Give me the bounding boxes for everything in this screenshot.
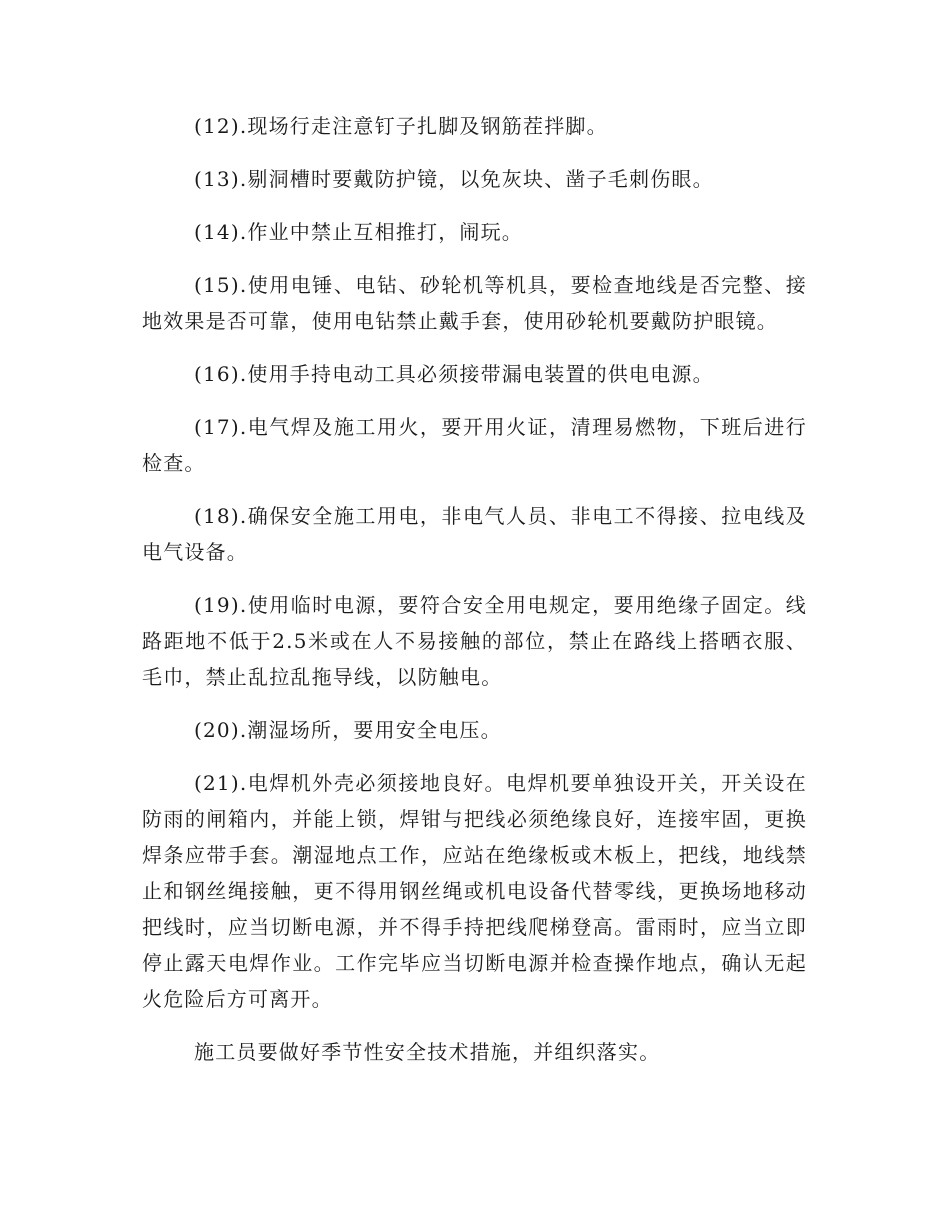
paragraph-16: (16).使用手持电动工具必须接带漏电装置的供电电源。: [194, 362, 714, 386]
paragraph-21: (21).电焊机外壳必须接地良好。电焊机要单独设开关，开关设在防雨的闸箱内，并能上锁，焊钳与把线必须绝缘良好，连接牢固，更换焊条应带手套。潮湿地点工作，应站在绝缘板或木板上，把线，地线禁止和钢丝绳接触，更不得用钢丝绳或机电设备代替零线，更换场地移动把线时，应当切断电源，并不得手持把线爬梯登高。雷雨时，应当立即停止露天电焊作业。工作完毕应当切断电源并检查操作地点，确认无起火危险后方可离开。: [142, 771, 807, 1011]
paragraph-12: (12).现场行走注意钉子扎脚及钢筋茬拌脚。: [194, 114, 608, 138]
paragraph-19: (19).使用临时电源，要符合安全用电规定，要用绝缘子固定。线路距地不低于2.5米或在人不易接触的部位，禁止在路线上搭晒衣服、毛巾，禁止乱拉乱拖导线，以防触电。: [142, 593, 807, 689]
document-body: [142, 108, 807, 1087]
paragraph-17: (17).电气焊及施工用火，要开用火证，清理易燃物，下班后进行检查。: [142, 415, 807, 475]
paragraph-20: (20).潮湿场所，要用安全电压。: [194, 718, 502, 742]
paragraph-14: (14).作业中禁止互相推打，闹玩。: [194, 220, 524, 244]
paragraph-13: (13).剔洞槽时要戴防护镜，以免灰块、凿子毛刺伤眼。: [194, 167, 714, 191]
paragraph-closing: 施工员要做好季节性安全技术措施，并组织落实。: [194, 1040, 661, 1064]
paragraph-18: (18).确保安全施工用电，非电气人员、非电工不得接、拉电线及电气设备。: [142, 504, 807, 564]
paragraph-15: (15).使用电锤、电钻、砂轮机等机具，要检查地线是否完整、接地效果是否可靠，使用电钻禁止戴手套，使用砂轮机要戴防护眼镜。: [142, 273, 807, 333]
